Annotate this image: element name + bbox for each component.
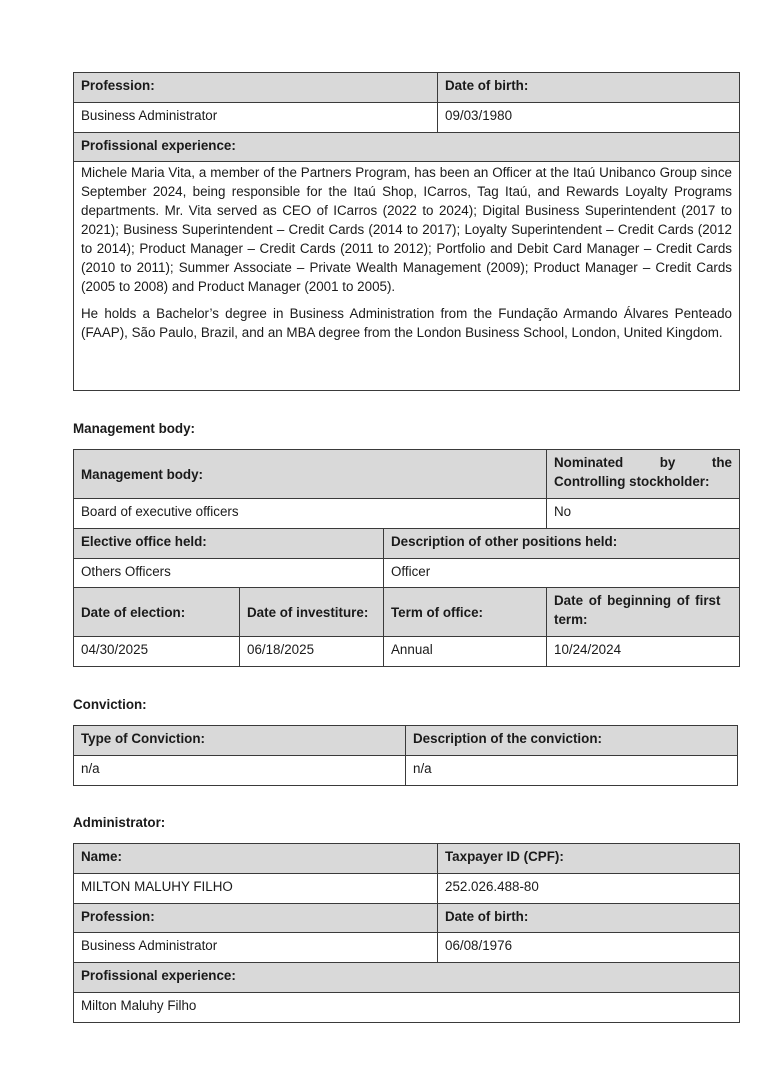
- admin-profession-label: Profession:: [74, 904, 438, 933]
- elective-office-label: Elective office held:: [74, 529, 384, 559]
- term-value: Annual: [384, 637, 547, 667]
- profession-label: Profession:: [74, 73, 438, 103]
- conviction-description-value: n/a: [406, 756, 738, 786]
- admin-dob-label: Date of birth:: [438, 904, 740, 933]
- conviction-type-label: Type of Conviction:: [74, 726, 406, 756]
- other-positions-value: Officer: [384, 559, 740, 588]
- admin-experience-label: Profissional experience:: [74, 963, 740, 993]
- dob-label: Date of birth:: [438, 73, 740, 103]
- management-body-label: Management body:: [74, 450, 547, 499]
- education-paragraph: He holds a Bachelor’s degree in Business Administration from the Fundação Armando Álvares Penteado (FAAP), São Paulo, Brazil, and an MBA degree from the London Business School, London, United Kingdom.: [81, 306, 732, 340]
- conviction-table: [73, 725, 738, 786]
- election-date-label: Date of election:: [74, 588, 240, 637]
- conviction-type-value: n/a: [74, 756, 406, 786]
- management-body-value: Board of executive officers: [74, 499, 547, 529]
- cpf-value: 252.026.488-80: [438, 874, 740, 904]
- other-positions-label: Description of other positions held:: [384, 529, 740, 559]
- conviction-description-label: Description of the conviction:: [406, 726, 738, 756]
- first-term-label: Date of beginning of first term:: [547, 588, 740, 637]
- first-term-value: 10/24/2024: [547, 637, 740, 667]
- experience-label: Profissional experience:: [74, 133, 740, 162]
- conviction-section-title: Conviction:: [73, 697, 147, 712]
- experience-text: [74, 162, 740, 391]
- experience-paragraph: Michele Maria Vita, a member of the Partners Program, has been an Officer at the Itaú Unibanco Group since September 2024, being responsible for the Itaú Shop, ICarros, Tag Itaú, and Rewards Loyalty Programs departments. Mr. Vita served as CEO of ICarros (2022 to 2024); Digital Business Superintendent (2017 to 2021); Business Superintendent – Credit Cards (2014 to 2017); Loyalty Superintendent – Credit Cards (2012 to 2014); Product Manager – Credit Cards (2011 to 2012); Portfolio and Debit Card Manager – Credit Cards (2010 to 2011); Summer Associate – Private Wealth Management (2009); Product Manager – Credit Cards (2005 to 2008) and Product Manager (2001 to 2005).: [81, 165, 732, 294]
- name-value: MILTON MALUHY FILHO: [74, 874, 438, 904]
- dob-value: 09/03/1980: [438, 103, 740, 133]
- nominated-label-text: Nominated by the Controlling stockholder:: [554, 455, 732, 489]
- cpf-label: Taxpayer ID (CPF):: [438, 844, 740, 874]
- nominated-value: No: [547, 499, 740, 529]
- name-label: Name:: [74, 844, 438, 874]
- term-label: Term of office:: [384, 588, 547, 637]
- admin-experience-text: Milton Maluhy Filho: [74, 993, 740, 1023]
- management-body-table: [73, 449, 740, 667]
- nominated-label: [547, 450, 740, 499]
- administrator-table: [73, 843, 740, 1023]
- investiture-date-value: 06/18/2025: [240, 637, 384, 667]
- investiture-date-label: Date of investiture:: [240, 588, 384, 637]
- profession-value: Business Administrator: [74, 103, 438, 133]
- admin-dob-value: 06/08/1976: [438, 933, 740, 963]
- administrator-section-title: Administrator:: [73, 815, 166, 830]
- admin-profession-value: Business Administrator: [74, 933, 438, 963]
- election-date-value: 04/30/2025: [74, 637, 240, 667]
- elective-office-value: Others Officers: [74, 559, 384, 588]
- management-section-title: Management body:: [73, 421, 196, 436]
- person-details-table: [73, 72, 740, 391]
